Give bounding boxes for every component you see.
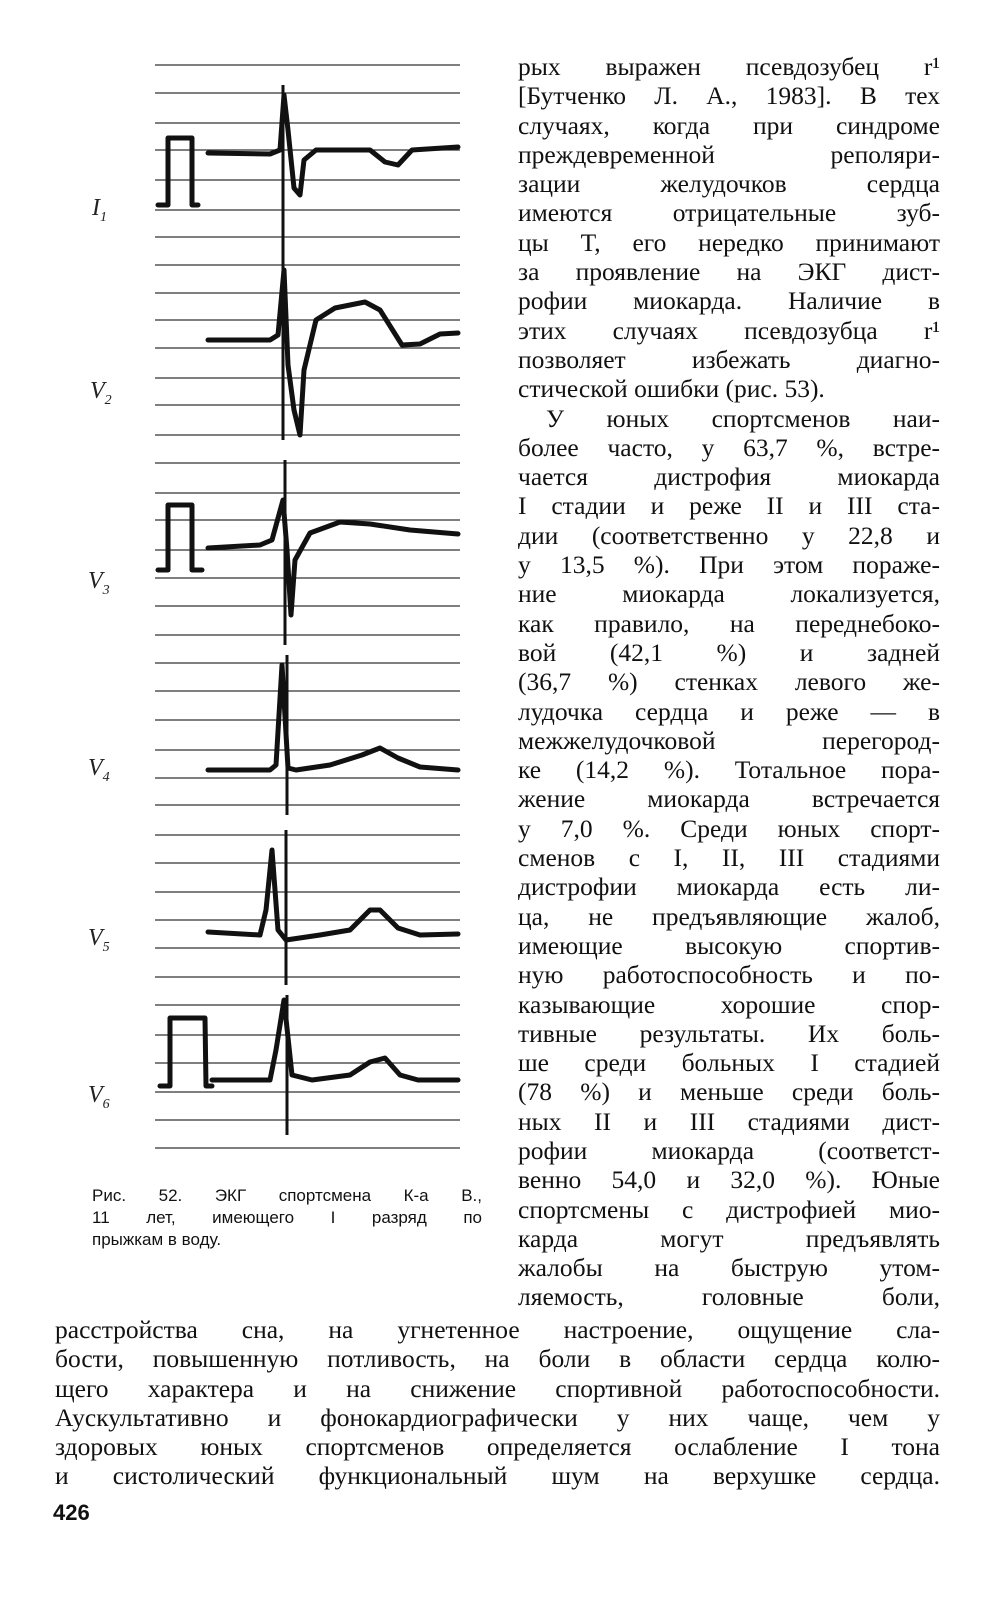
text-line: ние миокарда локализуется, xyxy=(518,579,940,609)
caption-line: 11 лет, имеющего I разряд по xyxy=(92,1208,482,1227)
text-line: расстройства сна, на угнетенное настроение, ощущение сла- xyxy=(55,1315,940,1344)
ecg-figure xyxy=(80,50,480,1180)
caption-line: Рис. 52. ЭКГ спортсмена К-а В., xyxy=(92,1186,482,1205)
text-line: за проявление на ЭКГ дист- xyxy=(518,257,940,287)
text-line: рофии миокарда (соответст- xyxy=(518,1135,940,1165)
lead-label-v2: $V_2$ xyxy=(90,378,112,408)
text-line: вой (42,1 %) и задней xyxy=(518,637,940,667)
text-line: жение миокарда встречается xyxy=(518,784,940,814)
lead-label-i1: $I_1$ xyxy=(92,195,107,225)
text-line: карда могут предъявлять xyxy=(518,1223,940,1253)
text-line: ных II и III стадиями дист- xyxy=(518,1106,940,1136)
text-line: тивные результаты. Их боль- xyxy=(518,1018,940,1048)
lead-label-v6: $V_6$ xyxy=(88,1082,110,1112)
text-line: зации желудочков сердца xyxy=(518,169,940,199)
text-line: рофии миокарда. Наличие в xyxy=(518,286,940,316)
text-line: дистрофии миокарда есть ли- xyxy=(518,872,940,902)
ecg-trace-v2 xyxy=(208,270,458,435)
text-line: имеющие высокую спортив- xyxy=(518,930,940,960)
text-line: здоровых юных спортсменов определяется ослабление I тона xyxy=(55,1432,940,1462)
ecg-trace-v6 xyxy=(160,1000,458,1086)
text-line: этих случаях псевдозубца r¹ xyxy=(518,315,940,345)
text-line: дии (соответственно у 22,8 и xyxy=(518,520,940,550)
text-line: венно 54,0 и 32,0 %). Юные xyxy=(518,1165,940,1195)
text-line: случаях, когда при синдроме xyxy=(518,110,940,140)
text-line: у 13,5 %). При этом пораже- xyxy=(518,550,940,580)
text-line: жалобы на быструю утом- xyxy=(518,1253,940,1283)
text-line: бости, повышенную потливость, на боли в области сердца колю- xyxy=(55,1344,940,1374)
ecg-grid-lines xyxy=(155,65,460,1148)
lead-label-v3: $V_3$ xyxy=(88,568,110,598)
lead-label-v4: $V_4$ xyxy=(88,755,110,785)
text-line: и систолический функциональный шум на верхушке сердца. xyxy=(55,1461,940,1491)
text-line: имеются отрицательные зуб- xyxy=(518,198,940,228)
text-line: сменов с I, II, III стадиями xyxy=(518,843,940,873)
text-line: позволяет избежать диагно- xyxy=(518,344,940,374)
lead-label-v5: $V_5$ xyxy=(88,925,110,955)
text-line: (36,7 %) стенках левого же- xyxy=(518,667,940,697)
ecg-trace-v4 xyxy=(208,665,458,770)
text-line: Аускультативно и фонокардиографически у них чаще, чем у xyxy=(55,1402,940,1432)
text-line: ную работоспособность и по- xyxy=(518,960,940,990)
caption-line: прыжкам в воду. xyxy=(92,1230,222,1249)
text-line: ше среди больных I стадией xyxy=(518,1048,940,1078)
ecg-trace-v3 xyxy=(158,500,458,615)
text-line: преждевременной реполяри- xyxy=(518,139,940,169)
text-line: I стадии и реже II и III ста- xyxy=(518,491,940,521)
right-text-column xyxy=(518,52,940,1312)
text-line: спортсмены с дистрофией мио- xyxy=(518,1194,940,1224)
text-line: [Бутченко Л. А., 1983]. В тех xyxy=(518,81,940,111)
text-line: цы T, его нередко принимают xyxy=(518,227,940,257)
text-line: лудочка сердца и реже — в xyxy=(518,696,940,726)
text-line: ца, не предъявляющие жалоб, xyxy=(518,901,940,931)
ecg-traces xyxy=(158,95,458,1086)
text-line: чается дистрофия миокарда xyxy=(518,462,940,492)
text-line: межжелудочковой перегород- xyxy=(518,725,940,755)
text-line: стической ошибки (рис. 53). xyxy=(518,374,825,404)
figure-caption xyxy=(92,1185,482,1251)
text-line: ляемость, головные боли, xyxy=(518,1282,940,1312)
text-line: У юных спортсменов наи- xyxy=(546,403,940,433)
text-line: рых выражен псевдозубец r¹ xyxy=(518,52,940,81)
text-line: щего характера и на снижение спортивной работоспособности. xyxy=(55,1373,940,1403)
text-line: ке (14,2 %). Тотальное пора- xyxy=(518,755,940,785)
text-line: более часто, у 63,7 %, встре- xyxy=(518,432,940,462)
page-number: 426 xyxy=(53,1500,90,1525)
text-line: (78 %) и меньше среди боль- xyxy=(518,1077,940,1107)
text-line: казывающие хорошие спор- xyxy=(518,989,940,1019)
text-line: как правило, на переднебоко- xyxy=(518,608,940,638)
text-line: у 7,0 %. Среди юных спорт- xyxy=(518,813,940,843)
full-width-text xyxy=(55,1315,940,1491)
